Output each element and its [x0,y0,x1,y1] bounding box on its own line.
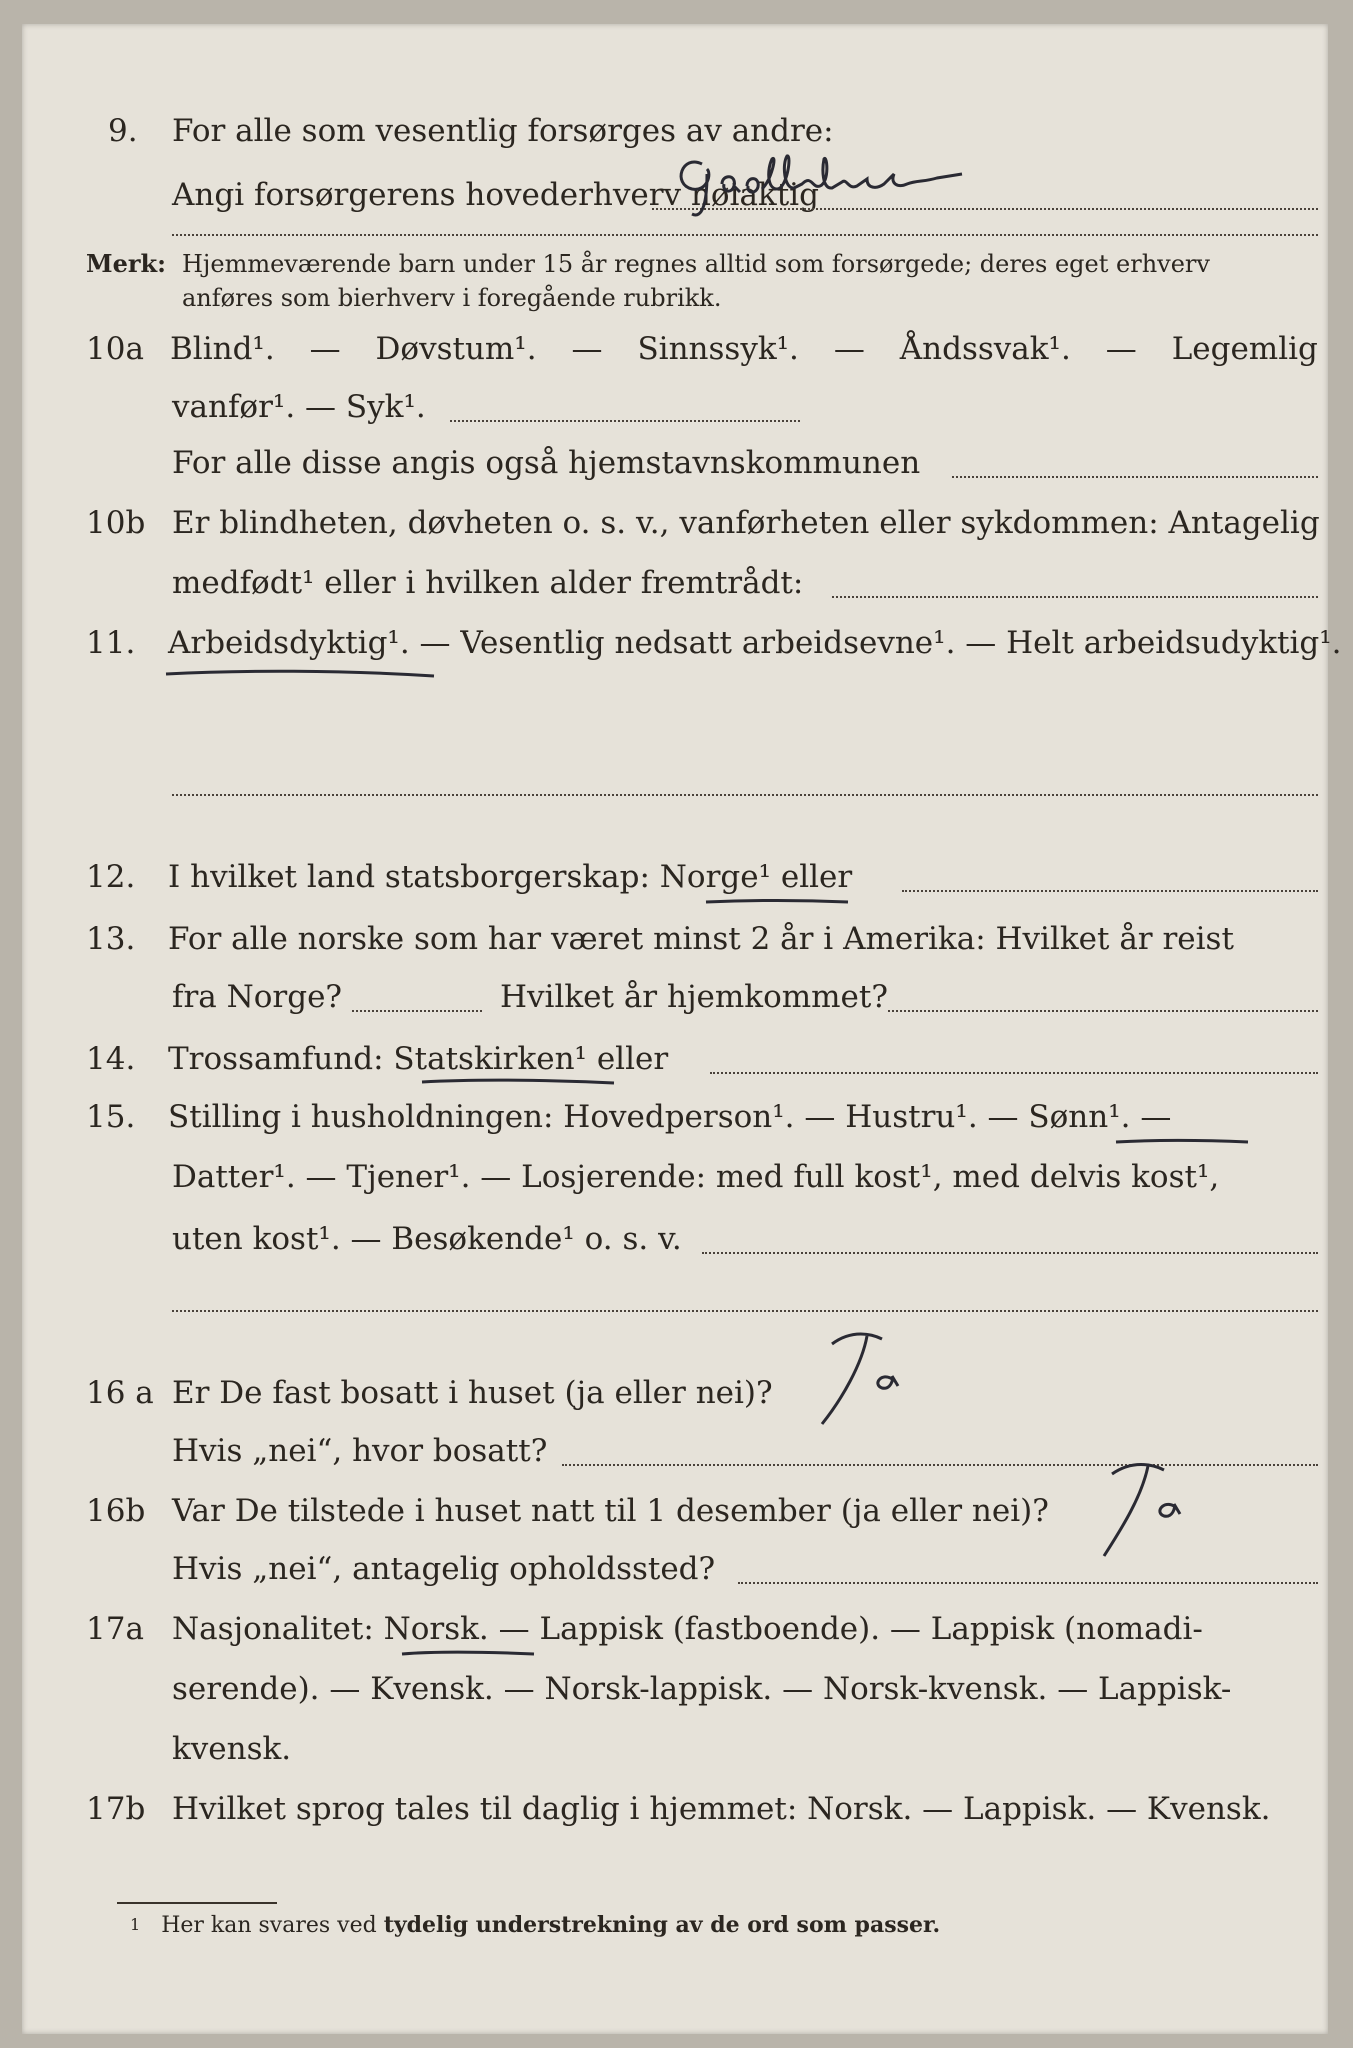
q12-number: 12. [86,859,136,895]
q10b-row2 [22,558,1328,608]
q13-row1 [22,914,1328,964]
q10a-syk-line [450,420,800,422]
q12-text: I hvilket land statsborgerskap: Norge¹ eller [168,859,853,895]
q15-row2 [22,1152,1328,1202]
q9-number: 9. [108,113,138,149]
q15-line1: Stilling i husholdningen: Hovedperson¹. — Hustru¹. — Sønn¹. — [168,1099,1172,1135]
q15-underline-mark [1112,1134,1252,1148]
q16b-number: 16b [86,1493,146,1529]
q10a-opt-6: Åndssvak¹. [899,331,1071,367]
q16a-line1: Er De fast bosatt i huset (ja eller nei)? [172,1375,773,1411]
q16a-number: 16 a [86,1375,154,1411]
q10a-opt-2: Døvstum¹. [375,331,537,367]
q14-row [22,1034,1328,1084]
footnote-marker: 1 [130,1915,141,1934]
q14-text: Trossamfund: Statskirken¹ eller [168,1041,669,1077]
footnote-text-plain: Her kan svares ved [161,1913,377,1938]
q11-underline-mark [162,664,442,684]
q16b-row2 [22,1544,1328,1594]
q10a-opt-4: Sinnssyk¹. [637,331,799,367]
q14-number: 14. [86,1041,136,1077]
q15-extra-line [172,1310,1318,1312]
merk-label: Merk: [86,249,166,278]
q16b-line1: Var De tilstede i huset natt til 1 desember (ja eller nei)? [172,1493,1049,1529]
q17a-underline-mark [398,1646,538,1660]
q17a-line1: Nasjonalitet: Norsk. — Lappisk (fastboende). — Lappisk (nomadi- [172,1611,1203,1647]
q17b-line1: Hvilket sprog tales til daglig i hjemmet: Norsk. — Lappisk. — Kvensk. [172,1791,1271,1827]
census-form-page [22,24,1342,2034]
q10a-dash-3: — [571,331,603,367]
q10a-row2 [22,382,1328,432]
q17b-number: 17b [86,1791,146,1827]
q11-number: 11. [86,625,136,661]
q13-line1: For alle norske som har været minst 2 år i Amerika: Hvilket år reist [168,921,1234,957]
q16b-opholdssted-line [738,1582,1318,1584]
q10a-dash-7: — [1105,331,1137,367]
q17a-row1 [22,1604,1328,1654]
q10a-dash-5: — [833,331,865,367]
q13-line2b: Hvilket år hjemkommet? [500,979,888,1015]
q10a-row1 [22,324,1328,374]
q10b-number: 10b [86,505,146,541]
q9-line1: For alle som vesentlig forsørges av andre: [172,113,834,149]
q10a-dash-1: — [309,331,341,367]
q10b-line1: Er blindheten, døvheten o. s. v., vanførheten eller sykdommen: Antagelig [172,505,1320,541]
q14-answer-line [710,1072,1318,1074]
q13-hjemkommet-line [888,1010,1318,1012]
q15-line3: uten kost¹. — Besøkende¹ o. s. v. [172,1221,682,1257]
q13-number: 13. [86,921,136,957]
footnote [130,1910,940,1941]
q10a-opt-0: Blind¹. [170,331,275,367]
q17b-row [22,1784,1328,1834]
q13-reist-line [352,1010,482,1012]
q17a-number: 17a [86,1611,144,1647]
q16a-bosatt-line [562,1464,1318,1466]
q10b-row1 [22,498,1328,548]
q12-row [22,852,1328,902]
q10b-line2: medfødt¹ eller i hvilken alder fremtrådt: [172,565,804,601]
q17a-line2: serende). — Kvensk. — Norsk-lappisk. — Norsk-kvensk. — Lappisk- [172,1671,1232,1707]
q15-line2: Datter¹. — Tjener¹. — Losjerende: med full kost¹, med delvis kost¹, [172,1159,1220,1195]
merk-line1: Hjemmeværende barn under 15 år regnes alltid som forsørgede; deres eget erhverv [182,250,1210,278]
q15-answer-line [702,1252,1318,1254]
q13-line2a: fra Norge? [172,979,343,1015]
q10a-options [170,324,1318,374]
q9-line2: Angi forsørgerens hovederhverv nøiaktig [172,177,819,213]
q10a-line3: For alle disse angis også hjemstavnskommunen [172,445,921,481]
q12-answer-line [902,890,1318,892]
q15-row3 [22,1214,1328,1264]
q17a-row2 [22,1664,1328,1714]
merk-line2: anføres som bierhverv i foregående rubrikk. [182,284,722,312]
q16a-row1 [22,1368,1328,1418]
q10a-opt-8: Legemlig [1171,331,1318,367]
q9-handwritten-answer [662,144,1002,244]
q12-underline-mark [702,894,852,908]
q11-text: Arbeidsdyktig¹. — Vesentlig nedsatt arbeidsevne¹. — Helt arbeidsudyktig¹. [168,625,1342,661]
footnote-rule [117,1902,277,1904]
q15-number: 15. [86,1099,136,1135]
q10b-answer-line [832,596,1318,598]
q17a-line3: kvensk. [172,1731,292,1767]
q10a-number: 10a [86,331,144,367]
q11-extra-line [172,794,1318,796]
q16a-handwritten-answer [802,1324,922,1434]
q10a-kommune-line [952,476,1318,478]
q17a-row3 [22,1724,1328,1774]
q16b-line2: Hvis „nei“, antagelig opholdssted? [172,1551,716,1587]
q9-extra-line [172,234,1318,236]
q11-row [22,618,1342,668]
q16a-line2: Hvis „nei“, hvor bosatt? [172,1433,548,1469]
q14-underline-mark [418,1074,618,1088]
q10a-row3 [22,438,1328,488]
q10a-line2: vanfør¹. — Syk¹. [172,389,426,425]
q13-row2 [22,972,1328,1022]
footnote-text-bold: tydelig understrekning av de ord som passer. [383,1912,941,1938]
